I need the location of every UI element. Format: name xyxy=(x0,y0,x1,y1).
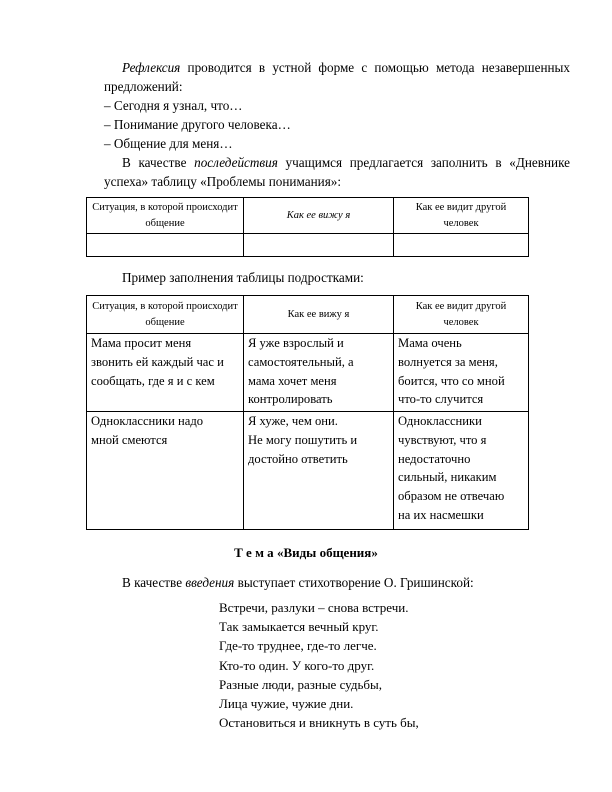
empty-cell xyxy=(394,234,529,257)
aftereffect-paragraph-line1: В качестве последействия учащимся предлагается заполнить в «Дневнике xyxy=(122,155,571,170)
poem-line: Где-то труднее, где-то легче. xyxy=(219,638,377,654)
topic-name: «Виды общения» xyxy=(276,545,378,560)
my-view-cell: Я уже взрослый и самостоятельный, а мама хочет меня контролировать xyxy=(244,334,394,412)
header-other-view: Как ее видит другой человек xyxy=(394,198,529,234)
table-row xyxy=(87,334,529,412)
bullet-item: – Понимание другого человека… xyxy=(104,117,291,132)
topic-label: Т е м а xyxy=(234,545,274,560)
reflection-paragraph-line1 xyxy=(104,58,570,77)
introduction-term: введения xyxy=(185,575,235,590)
header-my-view: Как ее вижу я xyxy=(244,198,394,234)
reflection-paragraph-line2: предложений: xyxy=(104,79,183,94)
other-view-cell: Одноклассники чувствуют, что я недостаточно сильный, никаким образом не отвечаю на их насмешки xyxy=(394,412,529,530)
poem-line: Лица чужие, чужие дни. xyxy=(219,696,354,712)
bullet-item: – Общение для меня… xyxy=(104,136,233,151)
bullet-item: – Сегодня я узнал, что… xyxy=(104,98,243,113)
poem-line: Разные люди, разные судьбы, xyxy=(219,676,382,692)
empty-cell xyxy=(244,234,394,257)
reflection-text: проводится в устной форме с помощью метода незавершенных xyxy=(187,60,571,75)
poem-line: Так замыкается вечный круг. xyxy=(219,619,379,635)
problems-table-example xyxy=(86,295,529,530)
aftereffect-term: последействия xyxy=(194,155,278,170)
my-view-cell: Я хуже, чем они. Не могу пошутить и достойно ответить xyxy=(244,412,394,530)
table-row xyxy=(87,412,529,530)
poem xyxy=(219,598,559,732)
poem-line: Остановиться и вникнуть в суть бы, xyxy=(219,715,419,731)
other-view-cell: Мама очень волнуется за меня, боится, что со мной что-то случится xyxy=(394,334,529,412)
problems-table-empty xyxy=(86,197,529,257)
reflection-term: Рефлексия xyxy=(122,60,181,75)
header-my-view: Как ее вижу я xyxy=(244,296,394,334)
header-situation: Ситуация, в которой происходит общение xyxy=(87,198,244,234)
topic-title xyxy=(0,545,612,561)
poem-line: Кто-то один. У кого-то друг. xyxy=(219,657,375,673)
aftereffect-paragraph-line2: успеха» таблицу «Проблемы понимания»: xyxy=(104,174,342,189)
introduction-paragraph: В качестве введения выступает стихотворение О. Гришинской: xyxy=(122,575,474,590)
example-intro: Пример заполнения таблицы подростками: xyxy=(122,270,364,285)
situation-cell: Одноклассники надо мной смеются xyxy=(87,412,244,530)
header-situation: Ситуация, в которой происходит общение xyxy=(87,296,244,334)
empty-cell xyxy=(87,234,244,257)
poem-line: Встречи, разлуки – снова встречи. xyxy=(219,600,409,615)
header-other-view: Как ее видит другой человек xyxy=(394,296,529,334)
situation-cell: Мама просит меня звонить ей каждый час и сообщать, где я и с кем xyxy=(87,334,244,412)
